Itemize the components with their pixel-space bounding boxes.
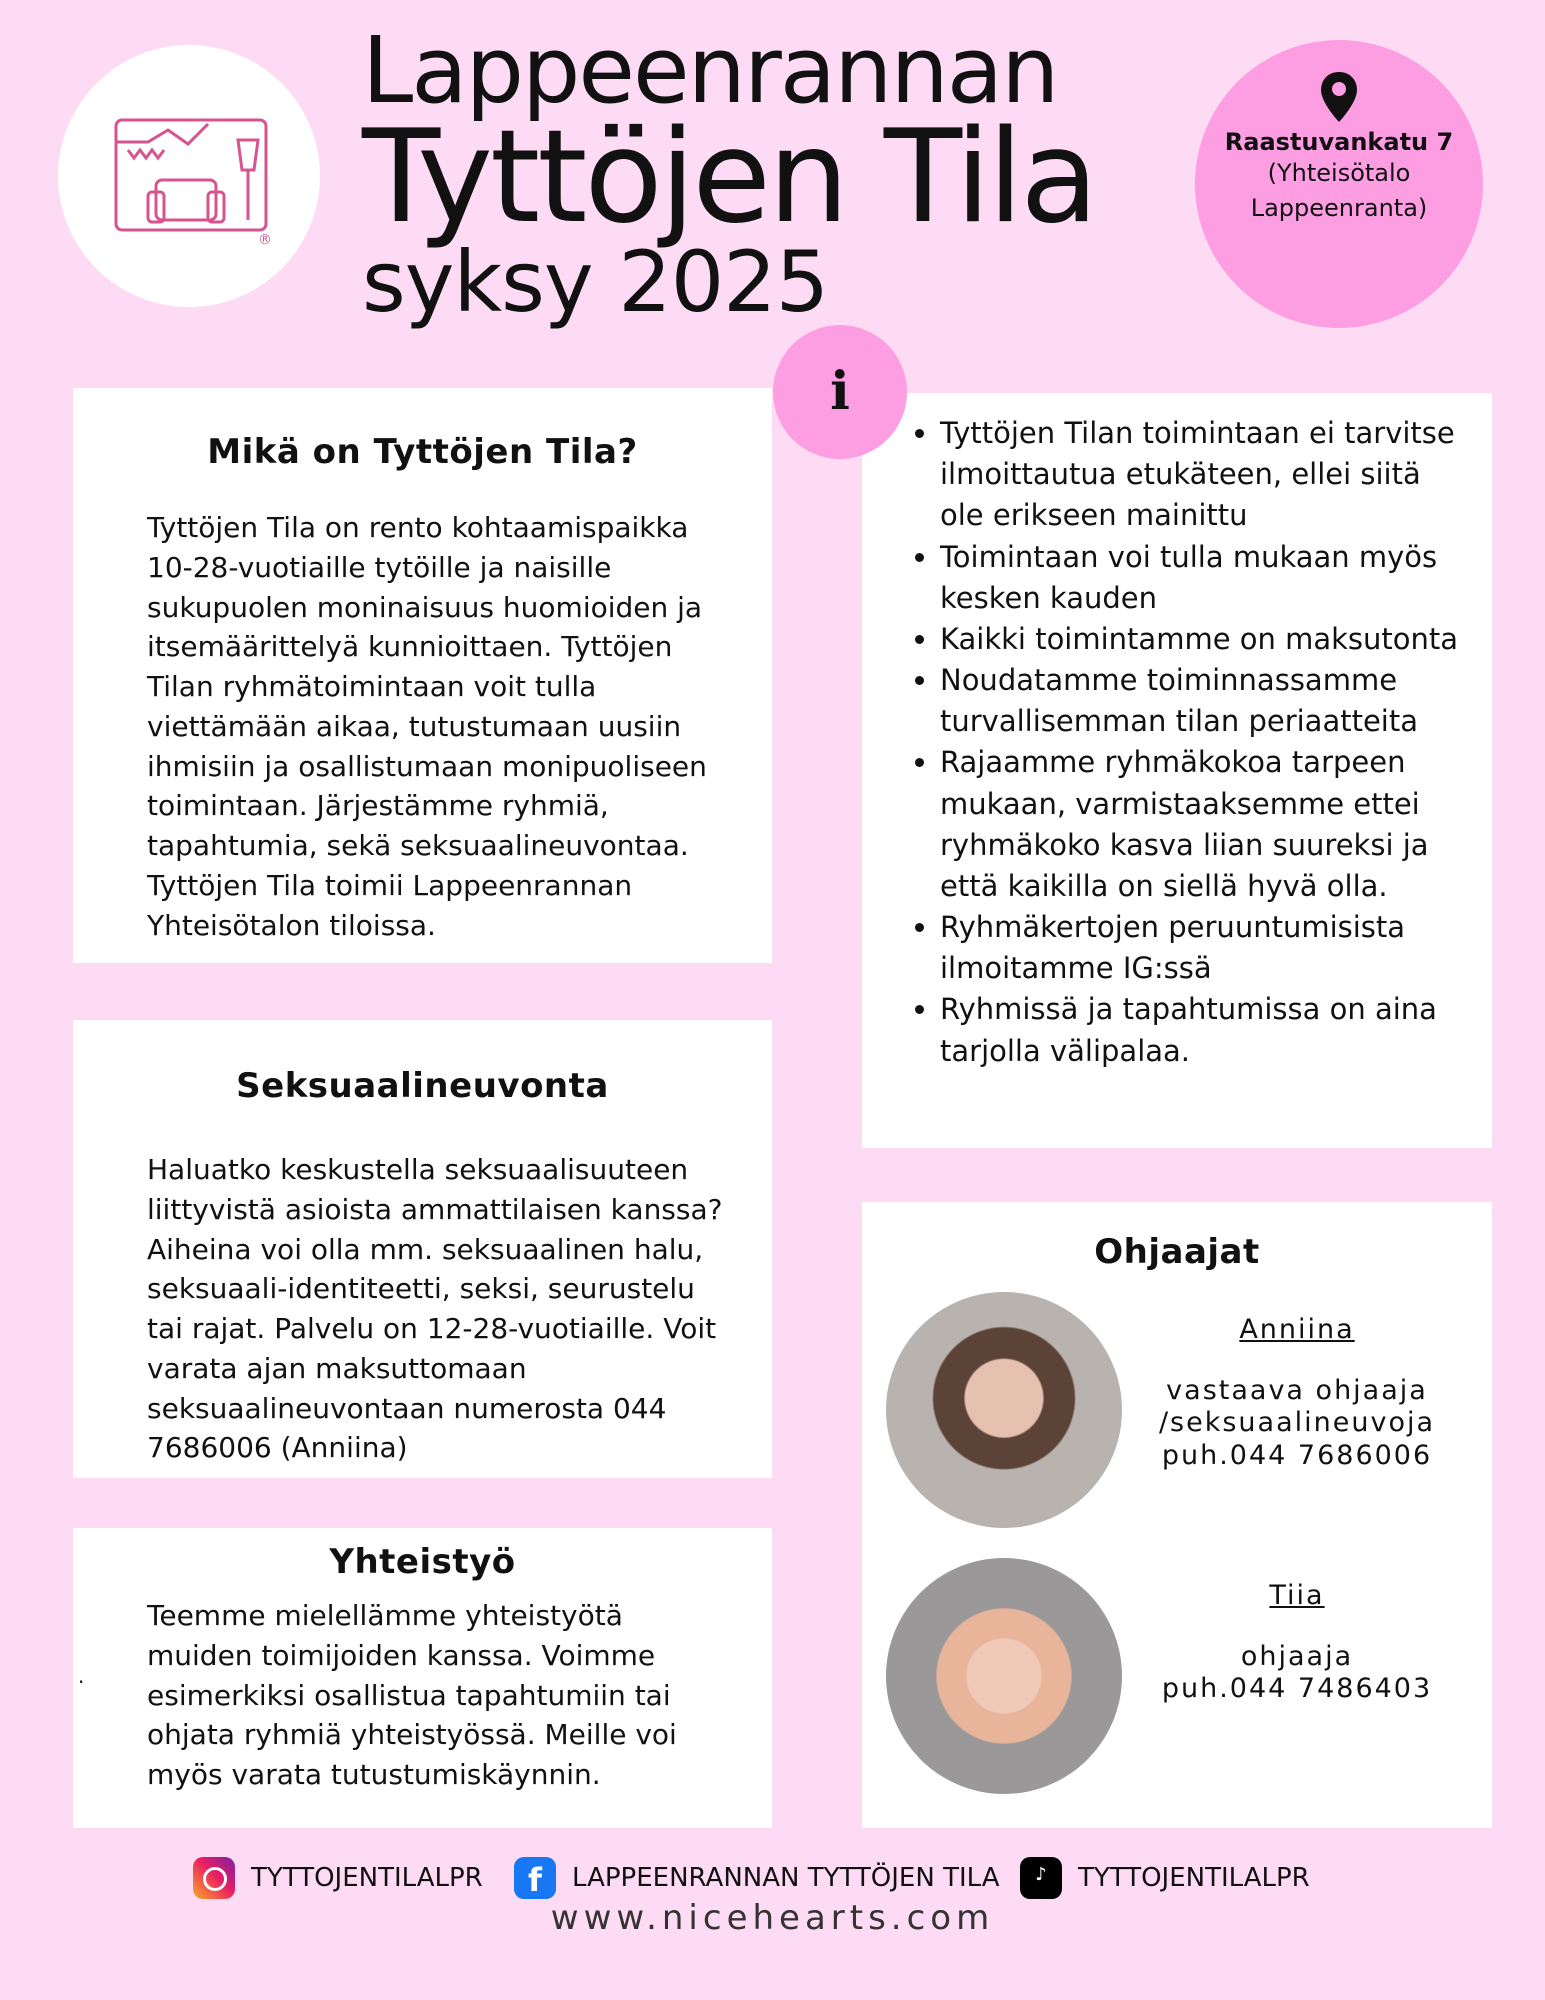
- list-item: • Tyttöjen Tilan toimintaan ei tarvitse ilmoittautua etukäteen, ellei siitä ole erikseen mainittu: [940, 413, 1468, 537]
- sex-counselling-card: [73, 1020, 772, 1478]
- staff-phone: puh.044 7486403: [1161, 1673, 1433, 1705]
- list-item: • Ryhmissä ja tapahtumissa on aina tarjolla välipalaa.: [940, 989, 1468, 1071]
- svg-text:®: ®: [258, 232, 272, 248]
- tiktok-link[interactable]: [1020, 1856, 1310, 1900]
- sex-counselling-title: Seksuaalineuvonta: [236, 1066, 609, 1106]
- website-link[interactable]: www.nicehearts.com: [550, 1898, 995, 1938]
- info-card: [862, 393, 1492, 1148]
- map-pin-icon: [1319, 70, 1359, 124]
- tiktok-icon: [1020, 1857, 1062, 1899]
- staff-role-secondary: /seksuaalineuvoja: [1158, 1407, 1436, 1439]
- list-item: • Rajaamme ryhmäkokoa tarpeen mukaan, varmistaaksemme ettei ryhmäkoko kasva liian suureksi ja että kaikilla on siellä hyvä olla.: [940, 742, 1468, 907]
- cooperation-card: [73, 1528, 772, 1828]
- title-city: Lappeenrannan: [362, 17, 1058, 124]
- tiktok-handle: TYTTOJENTILALPR: [1078, 1863, 1310, 1893]
- info-icon: i: [773, 325, 907, 459]
- instagram-icon: [193, 1857, 235, 1899]
- list-item: • Ryhmäkertojen peruuntumisista ilmoitamme IG:ssä: [940, 907, 1468, 989]
- instagram-link[interactable]: [193, 1856, 483, 1900]
- avatar: [886, 1558, 1122, 1794]
- staff-name: Tiia: [1269, 1580, 1325, 1611]
- list-item: • Noudatamme toiminnassamme turvallisemman tilan periaatteita: [940, 660, 1468, 742]
- location-street: Raastuvankatu 7: [1224, 128, 1454, 156]
- facebook-handle: LAPPEENRANNAN TYTTÖJEN TILA: [572, 1863, 1000, 1893]
- staff-name: Anniina: [1239, 1314, 1355, 1345]
- facebook-icon: [514, 1857, 556, 1899]
- location-badge: [1195, 40, 1483, 328]
- cooperation-text: Teemme mielellämme yhteistyötä muiden toimijoiden kanssa. Voimme esimerkiksi osallistua tapahtumiin tai ohjata ryhmiä yhteistyössä. Meille voi myös varata tutustumiskäynnin.: [147, 1599, 677, 1791]
- staff-role: vastaava ohjaaja: [1166, 1375, 1428, 1406]
- facebook-link[interactable]: [514, 1856, 1000, 1900]
- page-title: Tyttöjen Tila: [362, 103, 1096, 252]
- staff-card: [862, 1202, 1492, 1828]
- title-season: syksy 2025: [362, 233, 829, 331]
- info-list: [900, 413, 1468, 1072]
- instagram-handle: TYTTOJENTILALPR: [251, 1863, 483, 1893]
- location-line2: (Yhteisötalo: [1267, 159, 1411, 187]
- list-item: • Toimintaan voi tulla mukaan myös kesken kauden: [940, 537, 1468, 619]
- staff-title: Ohjaajat: [1094, 1232, 1260, 1272]
- staff-phone: puh.044 7686006: [1161, 1439, 1433, 1471]
- list-item: • Kaikki toimintamme on maksutonta: [940, 619, 1468, 660]
- staff-role: ohjaaja: [1240, 1641, 1354, 1672]
- about-card: [73, 388, 772, 963]
- sex-counselling-text: Haluatko keskustella seksuaalisuuteen liittyvistä asioista ammattilaisen kanssa? Aiheina voi olla mm. seksuaalinen halu, seksuaali-identiteetti, seksi, seurustelu tai rajat. Palvelu on 12-28-vuotiaille. Voit varata ajan maksuttomaan seksuaalineuvontaan numerosta 044 7686006 (Anniina): [147, 1153, 723, 1465]
- staff-member: [1132, 1314, 1462, 1472]
- cooperation-title: Yhteistyö: [329, 1542, 516, 1582]
- stray-dot: ·: [78, 1670, 85, 1694]
- room-logo-icon: [108, 110, 278, 250]
- about-text: Tyttöjen Tila on rento kohtaamispaikka 10-28-vuotiaille tytöille ja naisille sukupuolen moninaisuus huomioiden ja itsemäärittelyä kunnioittaen. Tyttöjen Tilan ryhmätoimintaan voit tulla viettämään aikaa, tutustumaan uusiin ihmisiin ja osallistumaan monipuoliseen toimintaan. Järjestämme ryhmiä, tapahtumia, sekä seksuaalineuvontaa. Tyttöjen Tila toimii Lappeenrannan Yhteisötalon tiloissa.: [147, 511, 707, 942]
- about-title: Mikä on Tyttöjen Tila?: [207, 432, 638, 472]
- staff-member: [1132, 1580, 1462, 1706]
- logo: [58, 45, 320, 307]
- avatar: [886, 1292, 1122, 1528]
- location-line3: Lappeenranta): [1250, 193, 1428, 222]
